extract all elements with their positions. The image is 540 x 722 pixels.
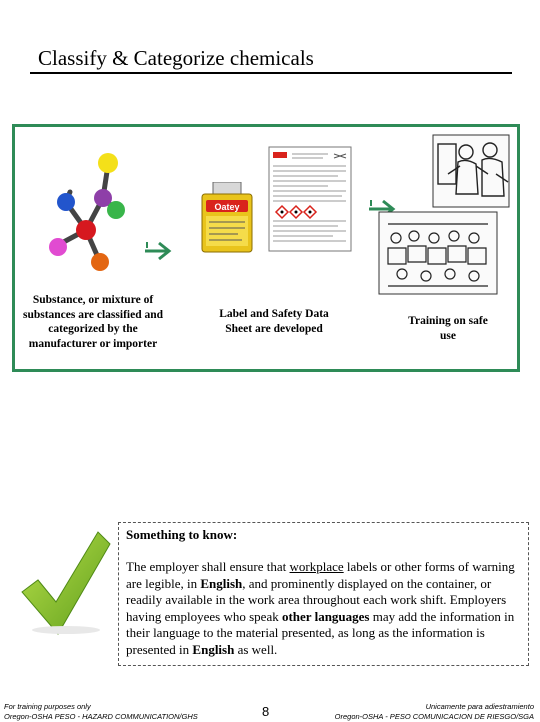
title-underline xyxy=(30,72,512,74)
safety-data-sheet-icon xyxy=(268,146,352,252)
step2-caption: Label and Safety Data Sheet are developed xyxy=(219,308,329,335)
footer-left: For training purposes only Oregon-OSHA PESO - HAZARD COMMUNICATION/GHS xyxy=(4,702,198,721)
step3-caption: Training on safe use xyxy=(408,315,488,342)
step1-caption: Substance, or mixture of substances are classified and categorized by the manufacturer or importer xyxy=(22,294,164,350)
footer-right: Unicamente para adiestramiento Oregon-OSHA - PESO COMUNICACION DE RIESGO/SGA xyxy=(334,702,534,721)
note-heading: Something to know: xyxy=(126,527,238,542)
page-number: 8 xyxy=(262,704,270,719)
svg-text:Oatey: Oatey xyxy=(214,202,240,212)
training-illustration-icon xyxy=(378,134,510,296)
arrow-right-icon xyxy=(143,240,173,262)
note-body: The employer shall ensure that workplace labels or other forms of warning are legible, in English, and prominently displayed on the container, or readily available in the work area throughout each work shift. Employers having employees who speak other languages may add the information in their language to the material presented, as long as the information is presented in English as well. xyxy=(126,559,515,657)
checkmark-icon xyxy=(20,530,112,636)
chemical-can-icon xyxy=(198,182,256,254)
molecule-icon xyxy=(38,150,138,275)
page-title: Classify & Categorize chemicals xyxy=(38,46,314,70)
